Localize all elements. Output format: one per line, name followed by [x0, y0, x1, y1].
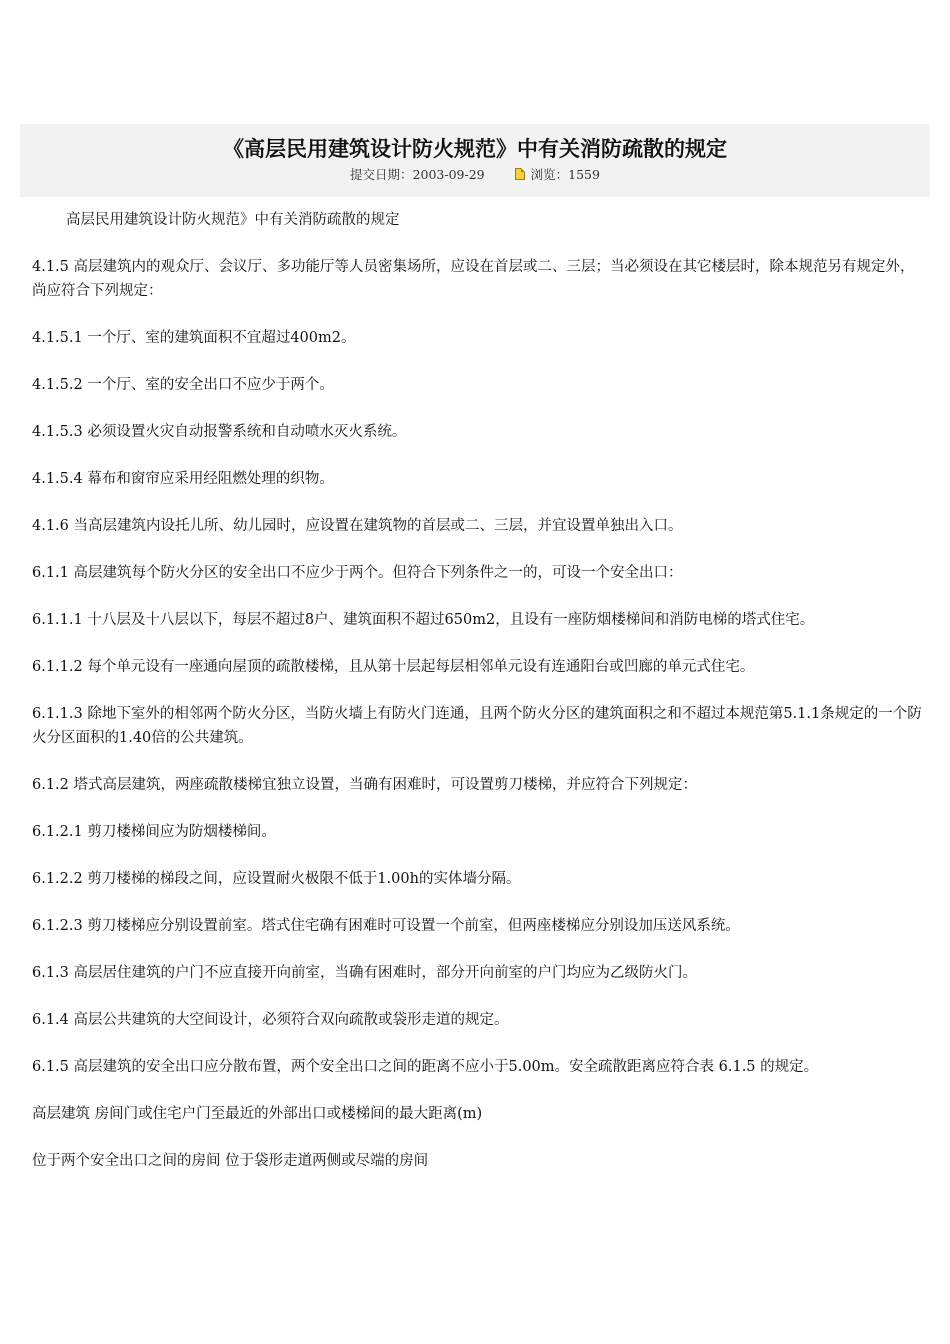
- paragraph: 6.1.2.1 剪刀楼梯间应为防烟楼梯间。: [32, 824, 276, 840]
- paragraph: 6.1.5 高层建筑的安全出口应分散布置，两个安全出口之间的距离不应小于5.00m。安全疏散距离应符合表 6.1.5 的规定。: [32, 1059, 819, 1075]
- article-body: [32, 208, 922, 1196]
- table-caption: 高层建筑 房间门或住宅户门至最近的外部出口或楼梯间的最大距离(m): [32, 1106, 483, 1122]
- paragraph: 4.1.5.1 一个厅、室的建筑面积不宜超过400m2。: [32, 330, 356, 346]
- paragraph: 6.1.1.2 每个单元设有一座通向屋顶的疏散楼梯，且从第十层起每层相邻单元设有连通阳台或凹廊的单元式住宅。: [32, 659, 755, 675]
- paragraph: 6.1.3 高层居住建筑的户门不应直接开向前室，当确有困难时，部分开向前室的户门均应为乙级防火门。: [32, 965, 697, 981]
- paragraph: 6.1.1.1 十八层及十八层以下，每层不超过8户、建筑面积不超过650m2，且设有一座防烟楼梯间和消防电梯的塔式住宅。: [32, 612, 815, 628]
- article-title: 《高层民用建筑设计防火规范》中有关消防疏散的规定: [223, 136, 727, 161]
- document-icon: [515, 168, 525, 180]
- paragraph: 6.1.2.2 剪刀楼梯的梯段之间，应设置耐火极限不低于1.00h的实体墙分隔。: [32, 871, 521, 887]
- paragraph: 6.1.1.3 除地下室外的相邻两个防火分区，当防火墙上有防火门连通，且两个防火分区的建筑面积之和不超过本规范第5.1.1条规定的一个防火分区面积的1.40倍的公共建筑。: [32, 706, 922, 746]
- paragraph: 4.1.5.4 幕布和窗帘应采用经阻燃处理的织物。: [32, 471, 334, 487]
- paragraph: 6.1.4 高层公共建筑的大空间设计，必须符合双向疏散或袋形走道的规定。: [32, 1012, 509, 1028]
- paragraph: 6.1.1 高层建筑每个防火分区的安全出口不应少于两个。但符合下列条件之一的，可设一个安全出口：: [32, 565, 683, 581]
- paragraph: 4.1.6 当高层建筑内设托儿所、幼儿园时，应设置在建筑物的首层或二、三层，并宜设置单独出入口。: [32, 518, 683, 534]
- paragraph: 6.1.2 塔式高层建筑，两座疏散楼梯宜独立设置，当确有困难时，可设置剪刀楼梯，并应符合下列规定：: [32, 777, 697, 793]
- paragraph: 4.1.5 高层建筑内的观众厅、会议厅、多功能厅等人员密集场所，应设在首层或二、三层；当必须设在其它楼层时，除本规范另有规定外，尚应符合下列规定：: [32, 259, 915, 299]
- article-header: [20, 124, 930, 197]
- submit-date: 2003-09-29: [412, 167, 485, 182]
- paragraph: 6.1.2.3 剪刀楼梯应分别设置前室。塔式住宅确有困难时可设置一个前室，但两座楼梯应分别设加压送风系统。: [32, 918, 740, 934]
- paragraph: 4.1.5.2 一个厅、室的安全出口不应少于两个。: [32, 377, 334, 393]
- views-label: 浏览：: [530, 167, 569, 182]
- paragraph-intro: 高层民用建筑设计防火规范》中有关消防疏散的规定: [66, 212, 400, 228]
- table-header-row: 位于两个安全出口之间的房间 位于袋形走道两侧或尽端的房间: [32, 1153, 429, 1169]
- submit-date-label: 提交日期：: [350, 167, 413, 182]
- article-meta: [20, 166, 930, 184]
- paragraph: 4.1.5.3 必须设置火灾自动报警系统和自动喷水灭火系统。: [32, 424, 407, 440]
- views-count: 1559: [568, 167, 600, 182]
